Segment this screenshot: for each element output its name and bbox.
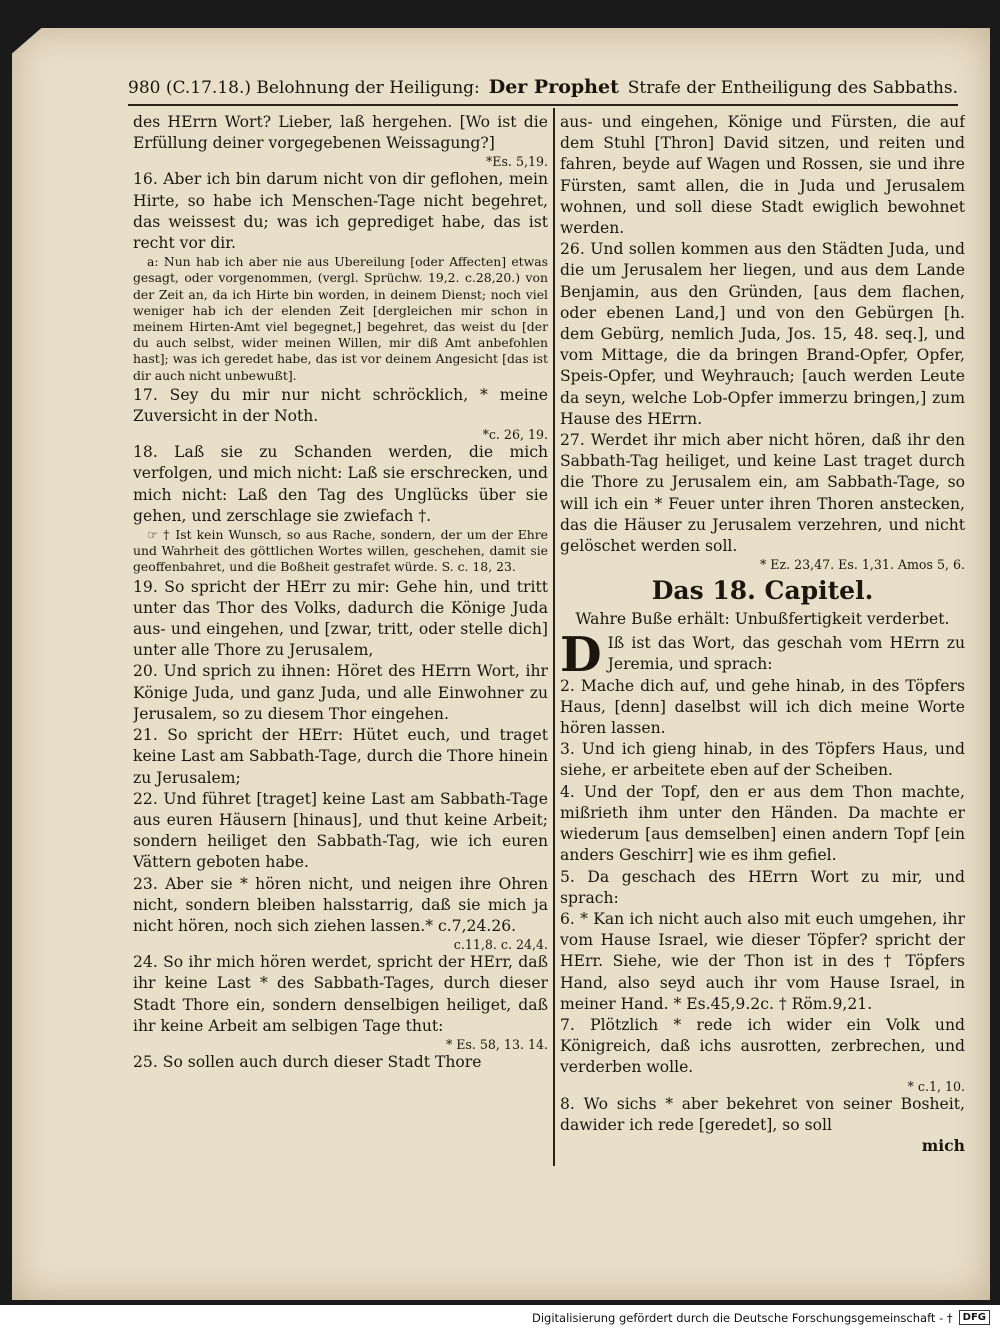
page-number: 980 [128, 78, 161, 98]
cross-reference: * c.1, 10. [907, 1078, 965, 1094]
verse: 22. Und führet [traget] keine Last am Sabbath-Tage aus euren Häusern [hinaus], und thut keine Arbeit; sondern heiliget den Sabbath-Tag, wie ich euren Vättern geboten habe. [133, 789, 548, 872]
commentary-note: ☞ † Ist kein Wunsch, so aus Rache, sondern, der um der Ehre und Wahrheit des göttlichen Wortes willen, geschehen, damit sie geoffenbahret, und die Boßheit gestrafet würde. S. c. 18, 23. [133, 527, 548, 575]
digitization-footer [0, 1305, 1000, 1330]
cross-reference: *c. 26, 19. [482, 427, 548, 443]
first-paragraph-text: Iß ist das Wort, das geschah vom HErrn zu Jeremia, und sprach: [607, 634, 965, 674]
footer-text: Digitalisierung gefördert durch die Deutsche Forschungsgemeinschaft - † [531, 1310, 953, 1325]
header-right-title: Strafe der Entheiligung des Sabbaths. [627, 78, 958, 98]
cross-reference: * Es. 58, 13. 14. [445, 1036, 548, 1052]
cross-reference: * Ez. 23,47. Es. 1,31. Amos 5, 6. [759, 557, 965, 573]
chapter-summary: Wahre Buße erhält: Unbußfertigkeit verderbet. [575, 610, 950, 629]
column-divider [553, 108, 555, 1166]
verse: 2. Mache dich auf, und gehe hinab, in des Töpfers Haus, [denn] daselbst will ich dich meine Worte hören lassen. [560, 676, 965, 738]
verse: 23. Aber sie * hören nicht, und neigen ihre Ohren nicht, sondern bleiben halsstarrig, daß sie mich ja nicht hören, noch sich ziehen lassen.* c.7,24.26. [133, 874, 548, 935]
verse: 5. Da geschach des HErrn Wort zu mir, und sprach: [560, 867, 965, 907]
verse: 7. Plötzlich * rede ich wider ein Volk und Königreich, daß ichs ausrotten, zerbrechen, und verderben wolle. [560, 1015, 965, 1077]
cross-reference: c.11,8. c. 24,4. [453, 937, 548, 953]
verse: 16. Aber ich bin darum nicht von dir geflohen, mein Hirte, so habe ich Menschen-Tage nicht begehret, das weissest du; was ich geprediget habe, das ist recht vor dir. [133, 170, 548, 253]
chapter-first-paragraph [560, 627, 965, 684]
catchword: mich [921, 1135, 965, 1155]
verse: 19. So spricht der HErr zu mir: Gehe hin, und tritt unter das Thor des Volks, dadurch die Könige Juda aus- und eingehen, und [zwar, tritt, oder stelle dich] unter alle Thore zu Jerusalem, [133, 577, 548, 660]
running-head [128, 76, 958, 102]
verse: 8. Wo sichs * aber bekehret von seiner Bosheit, dawider ich rede [geredet], so soll [560, 1094, 965, 1134]
header-center-title: Der Prophet [488, 76, 619, 98]
right-column-before-heading [560, 112, 965, 572]
chapter-ref: (C.17.18.) [165, 78, 252, 98]
right-column-after-heading [560, 676, 965, 1136]
header-left-title: Belohnung der Heiligung: [256, 78, 480, 98]
verse: 3. Und ich gieng hinab, in des Töpfers Haus, und siehe, er arbeitete eben auf der Scheiben. [560, 740, 965, 780]
cross-reference: *Es. 5,19. [485, 154, 548, 170]
dropcap-letter: D [560, 627, 602, 684]
verse: 25. So sollen auch durch dieser Stadt Thore [133, 1052, 482, 1071]
verse: 17. Sey du mir nur nicht schröcklich, * meine Zuversicht in der Noth. [133, 385, 548, 426]
chapter-heading: Das 18. Capitel. [651, 576, 874, 606]
header-left [128, 78, 480, 98]
verse: 6. * Kan ich nicht auch also mit euch umgehen, ihr vom Hause Israel, wie dieser Töpfer? spricht der HErr. Siehe, wie der Thon ist in des † Töpfers Hand, also seyd auch ihr vom Hause Israel, in meiner Hand. * Es.45,9.2c. † Röm.9,21. [560, 909, 965, 1013]
right-column [560, 112, 965, 1155]
verse: 24. So ihr mich hören werdet, spricht der HErr, daß ihr keine Last * des Sabbath-Tages, durch dieser Stadt Thore ein, sondern denselbigen heiliget, daß ihr keine Arbeit am selbigen Tage thut: [133, 953, 548, 1035]
verse: 26. Und sollen kommen aus den Städten Juda, und die um Jerusalem her liegen, und aus dem Lande Benjamin, aus den Gründen, [aus dem flachen, oder ebenen Land,] und von den Gebürgen [h. dem Gebürg, nemlich Juda, Jos. 15, 48. seq.], und vom Mittage, die da bringen Brand-Opfer, Opfer, Speis-Opfer, und Weyhrauch; [auch werden Leute da seyn, welche Lob-Opfer immerzu bringen,] zum Hause des HErrn. [560, 240, 965, 428]
verse: 27. Werdet ihr mich aber nicht hören, daß ihr den Sabbath-Tag heiliget, und keine Last traget durch die Thore zu Jerusalem ein, am Sabbath-Tage, so will ich ein * Feuer unter ihren Thoren anstecken, das die Häuser zu Jerusalem verzehren, und nicht gelöschet werden soll. [560, 431, 965, 556]
header-rule [128, 104, 958, 106]
verse: 4. Und der Topf, den er aus dem Thon machte, mißrieth ihm unter den Händen. Da machte er wiederum [aus demselben] einen andern Topf [ein anders Geschirr] wie es ihm gefiel. [560, 782, 965, 865]
verse: 18. Laß sie zu Schanden werden, die mich verfolgen, und mich nicht: Laß sie erschrecken, und mich nicht: Laß den Tag des Unglücks über sie gehen, und zerschlage sie zwiefach †. [133, 443, 548, 525]
dfg-logo: DFG [959, 1310, 990, 1325]
commentary-note: a: Nun hab ich aber nie aus Ubereilung [oder Affecten] etwas gesagt, oder vorgenommen, (vergl. Sprüchw. 19,2. c.28,20.) von der Zeit an, da ich Hirte bin worden, in deinem Dienst; noch viel weniger hab ich der elenden Zeit [dergleichen mir schon in meinem Hirten-Amt viel begegnet,] begehret, das weist du [der du auch selbst, wider meinen Willen, mir diß Amt anbefohlen hast]; was ich geredet habe, das ist vor deinem Angesicht [das ist dir auch nicht unbewußt]. [133, 254, 548, 383]
verse: 21. So spricht der HErr: Hütet euch, und traget keine Last am Sabbath-Tage, durch die Thore hinein zu Jerusalem; [133, 726, 548, 787]
verse: aus- und eingehen, Könige und Fürsten, die auf dem Stuhl [Thron] David sitzen, und reiten und fahren, beyde auf Wagen und Rossen, sie und ihre Fürsten, samt allen, die in Juda und Jerusalem wohnen, und soll diese Stadt ewiglich bewohnet werden. [560, 113, 965, 238]
left-column [133, 112, 548, 1073]
verse: 20. Und sprich zu ihnen: Höret des HErrn Wort, ihr Könige Juda, und ganz Juda, und alle Einwohner zu Jerusalem, so zu diesem Thor eingehen. [133, 662, 548, 723]
verse: des HErrn Wort? Lieber, laß hergehen. [Wo ist die Erfüllung deiner vorgegebenen Weissagung?] [133, 113, 548, 153]
